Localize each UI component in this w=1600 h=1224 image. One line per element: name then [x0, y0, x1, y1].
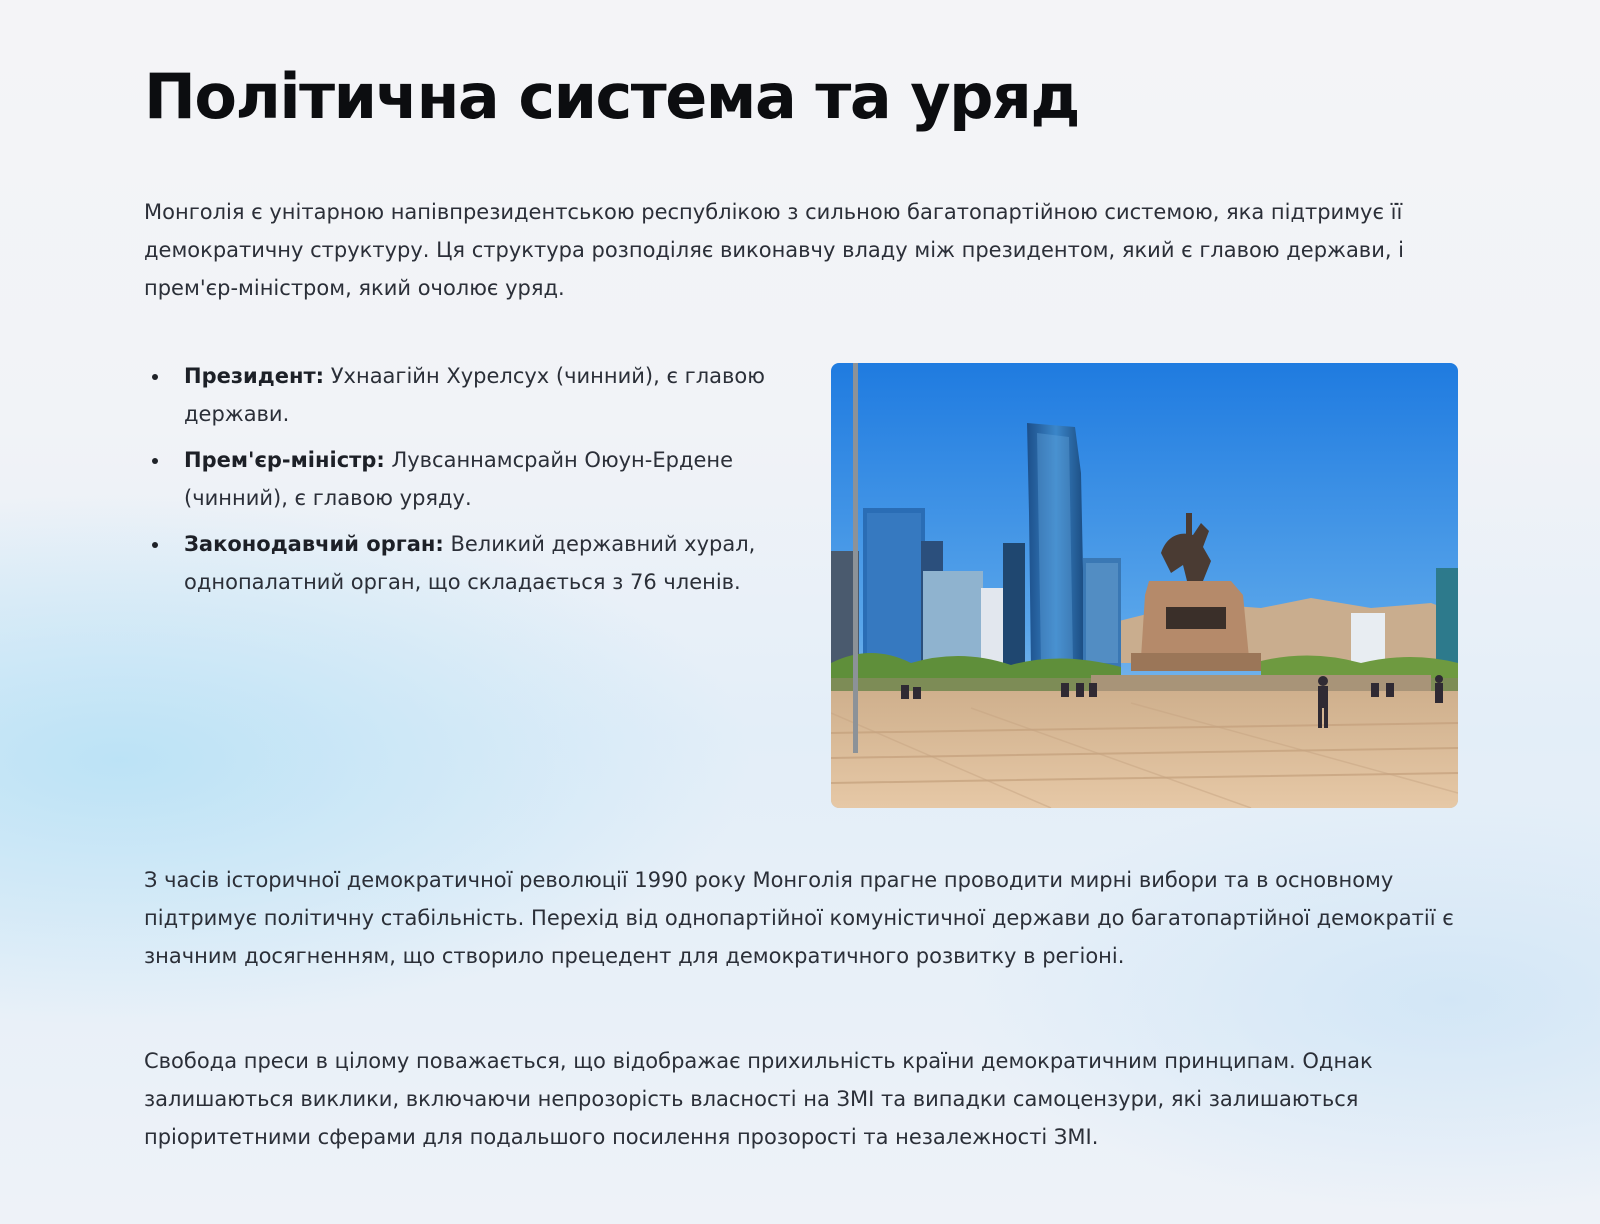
city-square-photo — [831, 363, 1458, 808]
list-item-label: Президент: — [184, 364, 325, 388]
press-freedom-paragraph: Свобода преси в цілому поважається, що відображає прихильність країни демократичним принципам. Однак залишаються виклики, включаючи непрозорість власності на ЗМІ та випадки самоцензури, які залишаються пріоритетними сферами для подальшого посилення прозорості та незалежності ЗМІ. — [144, 1049, 1373, 1149]
list-item-label: Прем'єр-міністр: — [184, 448, 385, 472]
list-item-text: Великий державний хурал, однопалатний орган, що складається з 76 членів. — [184, 532, 756, 594]
list-item-prime-minister — [144, 441, 784, 517]
intro-paragraph: Монголія є унітарною напівпрезидентською республікою з сильною багатопартійною системою, яка підтримує її демократичну структуру. Ця структура розподіляє виконавчу владу між президентом, який є главою держави, і прем'єр-міністром, який очолює уряд. — [144, 200, 1405, 300]
history-paragraph: З часів історичної демократичної революції 1990 року Монголія прагне проводити мирні вибори та в основному підтримує політичну стабільність. Перехід від однопартійної комуністичної держави до багатопартійної демократії є значним досягненням, що створило прецедент для демократичного розвитку в регіоні. — [144, 868, 1454, 968]
list-item-text: Лувсаннамсрайн Оюун-Ердене (чинний), є главою уряду. — [184, 448, 734, 510]
list-item-text: Ухнаагійн Хурелсух (чинний), є главою держави. — [184, 364, 765, 426]
page-title: Політична система та уряд — [144, 60, 1079, 133]
list-item-legislature — [144, 525, 784, 601]
government-list — [144, 357, 784, 609]
list-item-label: Законодавчий орган: — [184, 532, 444, 556]
list-item-president — [144, 357, 784, 433]
